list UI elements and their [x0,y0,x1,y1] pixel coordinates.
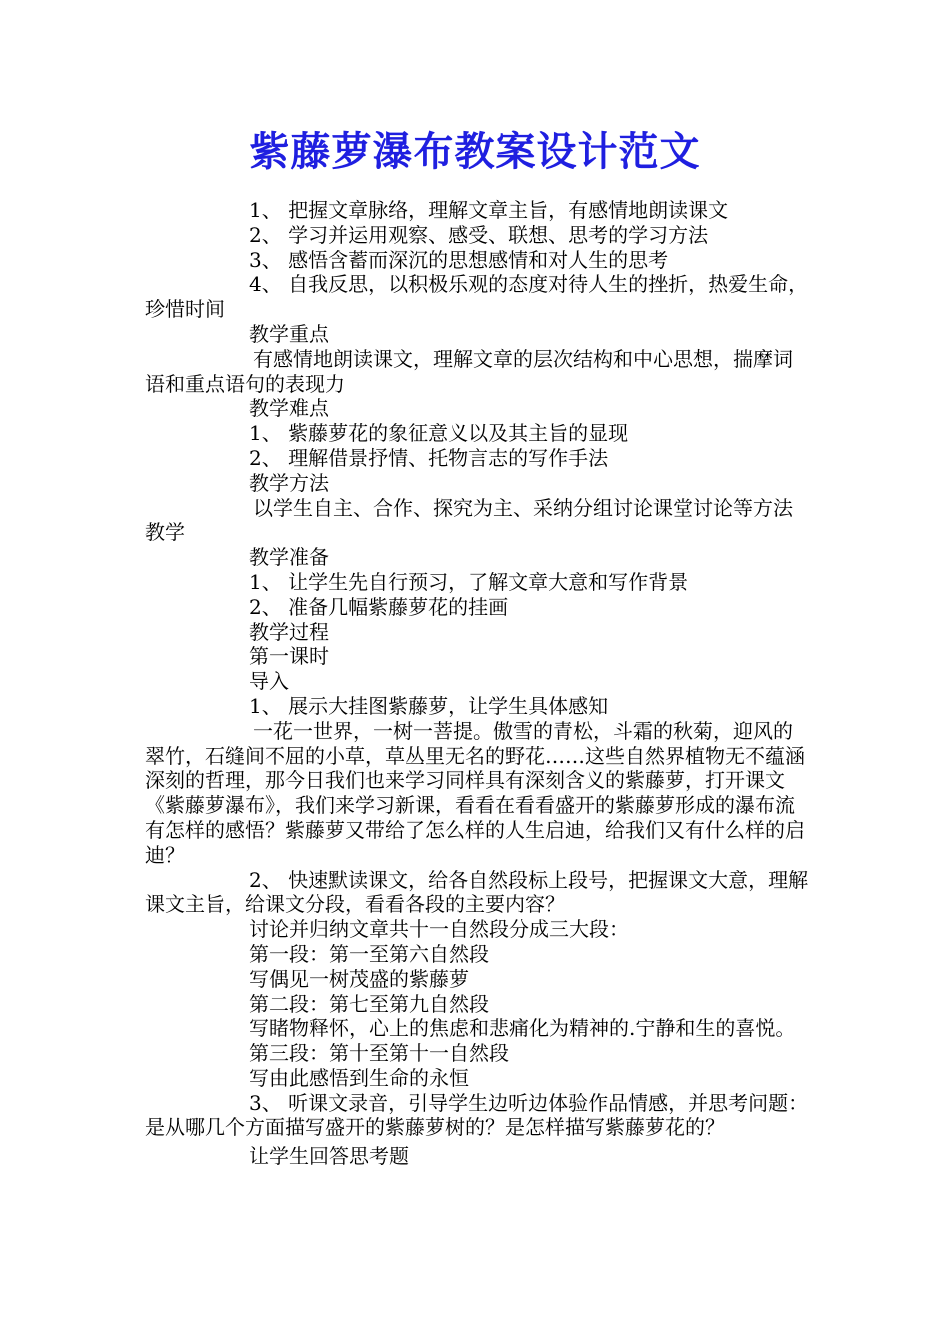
objective-1: 1、 把握文章脉络，理解文章主旨，有感情地朗读课文 [249,198,729,222]
part-1-text: 写偶见一树茂盛的紫藤萝 [249,966,469,991]
answer-prompt: 让学生回答思考题 [249,1144,409,1169]
preparation-2: 2、 准备几幅紫藤萝花的挂画 [249,594,509,619]
section-heading-difficulties: 教学难点 [249,396,329,421]
intro-heading: 导入 [249,669,289,694]
objective-4: 4、 自我反思，以积极乐观的态度对待人生的挫折，热爱生命，珍惜时间 [145,272,809,322]
process-step-3: 3、 听课文录音，引导学生边听边体验作品情感，并思考问题：是从哪几个方面描写盛开的紫藤萝树的？是怎样描写紫藤萝花的？ [145,1090,809,1140]
part-2-heading: 第二段：第七至第九自然段 [249,991,489,1016]
lesson-heading: 第一课时 [249,644,329,669]
part-3-heading: 第三段：第十至第十一自然段 [249,1041,509,1066]
document-body [145,198,810,1169]
methods-text: 以学生自主、合作、探究为主、采纳分组讨论课堂讨论等方法教学 [145,495,793,545]
difficulty-2: 2、 理解借景抒情、托物言志的写作手法 [249,445,609,470]
part-3-text: 写由此感悟到生命的永恒 [249,1065,469,1090]
part-2-text: 写睹物释怀，心上的焦虑和悲痛化为精神的.宁静和生的喜悦。 [249,1016,796,1041]
preparation-1: 1、 让学生先自行预习，了解文章大意和写作背景 [249,569,689,594]
objective-3: 3、 感悟含蓄而深沉的思想感情和对人生的思考 [249,247,669,272]
process-step-2: 2、 快速默读课文，给各自然段标上段号，把握课文大意，理解课文主旨，给课文分段，看看各段的主要内容？ [145,867,809,917]
section-heading-key-points: 教学重点 [249,321,329,346]
section-heading-methods: 教学方法 [249,470,329,495]
section-heading-preparation: 教学准备 [249,545,329,570]
difficulty-1: 1、 紫藤萝花的象征意义以及其主旨的显现 [249,421,629,446]
part-1-heading: 第一段：第一至第六自然段 [249,941,489,966]
process-step-1: 1、 展示大挂图紫藤萝，让学生具体感知 [249,693,609,718]
objective-2: 2、 学习并运用观察、感受、联想、思考的学习方法 [249,222,709,247]
discussion-summary: 讨论并归纳文章共十一自然段分成三大段： [249,917,629,942]
key-points-text: 有感情地朗读课文，理解文章的层次结构和中心思想，揣摩词语和重点语句的表现力 [145,346,793,396]
document-title: 紫藤萝瀑布教案设计范文 [249,129,701,175]
intro-paragraph: 一花一世界，一树一菩提。傲雪的青松，斗霜的秋菊，迎风的翠竹，石缝间不屈的小草，草丛里无名的野花……这些自然界植物无不蕴涵深刻的哲理，那今日我们也来学习同样具有深刻含义的紫藤萝，打开课文《紫藤萝瀑布》，我们来学习新课，看看在看看盛开的紫藤萝形成的瀑布流有怎样的感悟？紫藤萝又带给了怎么样的人生启迪，给我们又有什么样的启迪？ [145,718,805,867]
section-heading-process: 教学过程 [249,619,329,644]
